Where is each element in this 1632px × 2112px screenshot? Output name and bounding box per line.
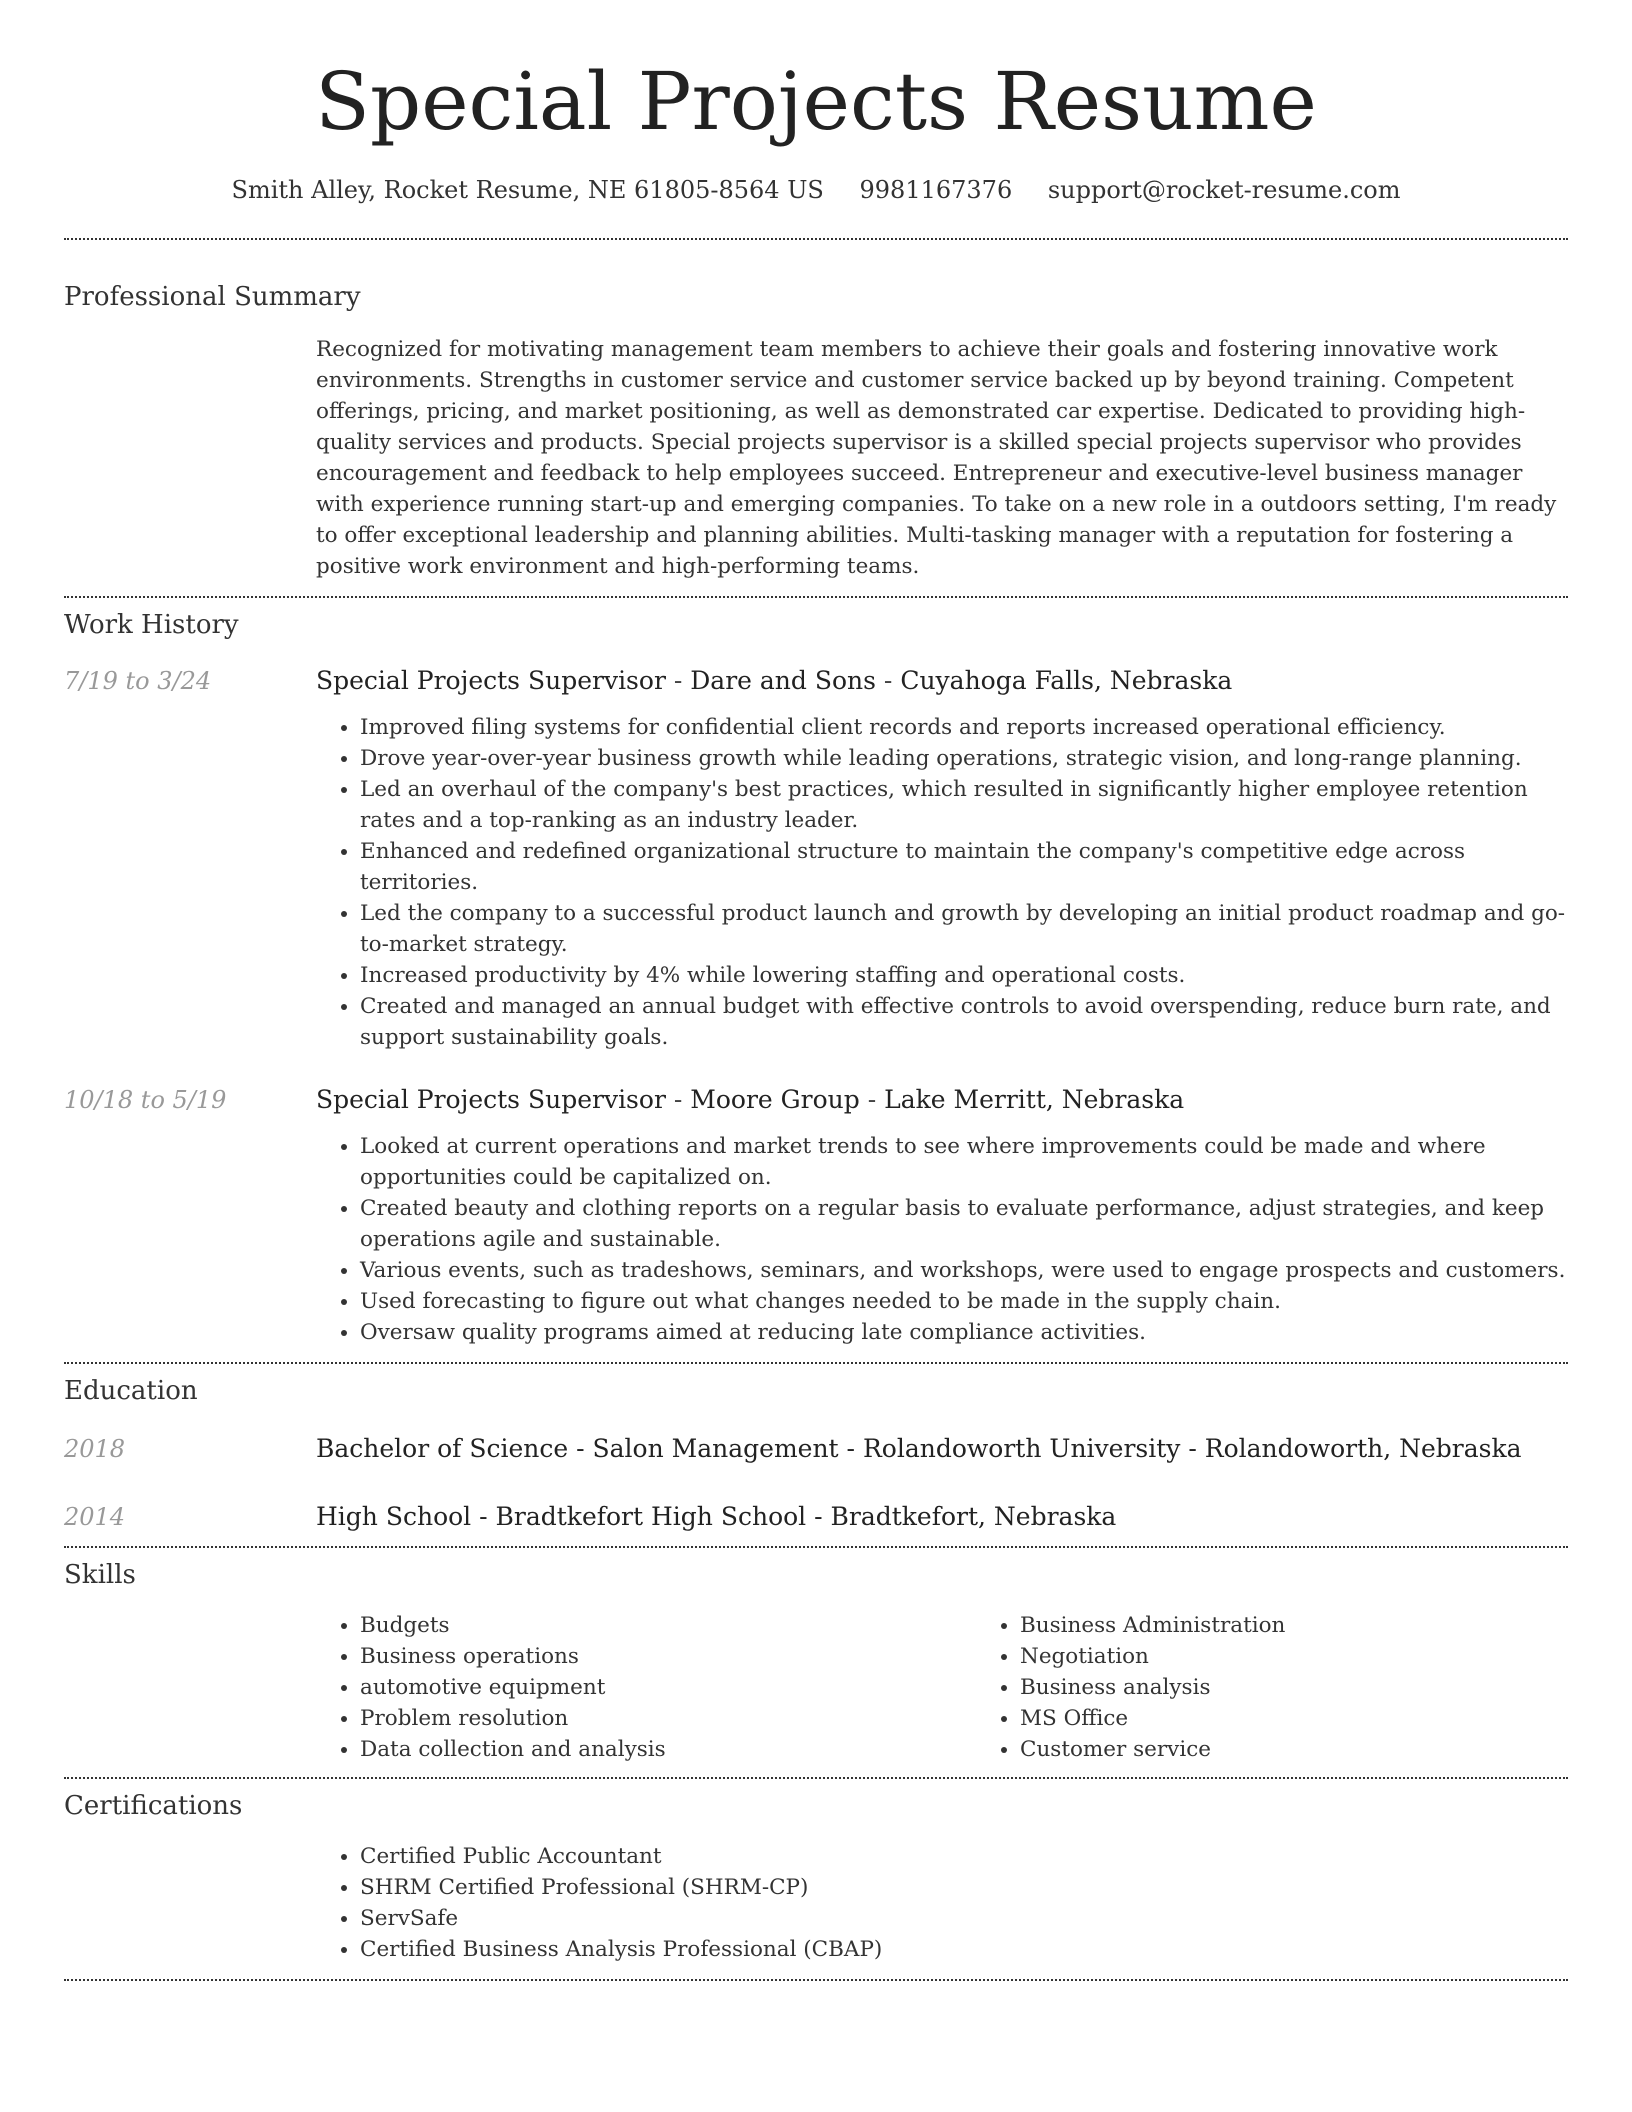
job-bullet: • Led the company to a successful product launch and growth by developing an initial product roadmap and go-to-market strategy. (360, 898, 1568, 960)
job-dates: 7/19 to 3/24 (64, 667, 212, 695)
job-bullet: • Increased productivity by 4% while lowering staffing and operational costs. (360, 960, 1568, 991)
job-location: Lake Merritt, Nebraska (884, 1085, 1185, 1114)
divider (64, 1979, 1568, 1981)
job-entry (64, 664, 1568, 1053)
skills-heading: Skills (64, 1560, 136, 1590)
resume-title: Special Projects Resume (315, 55, 1317, 148)
skill-item: • MS Office (1020, 1703, 1285, 1734)
certification-item: • Certified Business Analysis Professional (CBAP) (360, 1934, 1568, 1965)
education-entry (64, 1500, 1568, 1534)
work-history-section (64, 598, 1568, 1362)
skill-item: • Data collection and analysis (360, 1734, 976, 1765)
job-bullet: • Various events, such as tradeshows, seminars, and workshops, were used to engage prospects and customers. (360, 1255, 1568, 1286)
skill-item: • Business Administration (1020, 1610, 1285, 1641)
contact-address: Smith Alley, Rocket Resume, NE 61805-8564 US (231, 176, 824, 204)
job-bullet: • Led an overhaul of the company's best practices, which resulted in significantly higher employee retention rates and a top-ranking as an industry leader. (360, 774, 1568, 836)
certifications-heading: Certifications (64, 1791, 243, 1821)
skill-item: • automotive equipment (360, 1672, 976, 1703)
job-entry (64, 1083, 1568, 1348)
job-heading: Special Projects Supervisor - Moore Group - Lake Merritt, Nebraska (316, 1085, 1185, 1114)
certifications-list (316, 1841, 1568, 1965)
job-location: Cuyahoga Falls, Nebraska (900, 666, 1233, 695)
education-entry (64, 1432, 1568, 1466)
job-bullet: • Created and managed an annual budget with effective controls to avoid overspending, reduce burn rate, and support sustainability goals. (360, 991, 1568, 1053)
skill-item: • Customer service (1020, 1734, 1285, 1765)
skill-item: • Budgets (360, 1610, 976, 1641)
education-year: 2018 (64, 1435, 126, 1463)
job-bullet: • Improved filing systems for confidential client records and reports increased operational efficiency. (360, 712, 1568, 743)
skills-list-left (316, 1610, 976, 1765)
education-heading: Education (64, 1376, 198, 1406)
contact-email: support@rocket-resume.com (1047, 176, 1401, 204)
job-bullet: • Enhanced and redefined organizational structure to maintain the company's competitive edge across territories. (360, 836, 1568, 898)
certification-item: • ServSafe (360, 1903, 1568, 1934)
skill-item: • Negotiation (1020, 1641, 1285, 1672)
work-history-heading: Work History (64, 610, 239, 640)
education-year: 2014 (64, 1503, 126, 1531)
job-bullets (316, 712, 1568, 1053)
job-bullet: • Looked at current operations and market trends to see where improvements could be made and where opportunities could be capitalized on. (360, 1131, 1568, 1193)
job-company: Moore Group (690, 1085, 860, 1114)
job-bullet: • Created beauty and clothing reports on a regular basis to evaluate performance, adjust strategies, and keep operations agile and sustainable. (360, 1193, 1568, 1255)
summary-section (64, 240, 1568, 596)
skills-section (64, 1548, 1568, 1777)
education-section (64, 1364, 1568, 1546)
job-company: Dare and Sons (690, 666, 876, 695)
job-bullet: • Oversaw quality programs aimed at reducing late compliance activities. (360, 1317, 1568, 1348)
job-bullets (316, 1131, 1568, 1348)
skill-item: • Problem resolution (360, 1703, 976, 1734)
skill-item: • Business operations (360, 1641, 976, 1672)
job-bullet: • Used forecasting to figure out what changes needed to be made in the supply chain. (360, 1286, 1568, 1317)
education-detail: Bachelor of Science - Salon Management - Rolandoworth University - Rolandoworth, Nebraska (316, 1434, 1522, 1463)
certification-item: • SHRM Certified Professional (SHRM-CP) (360, 1872, 1568, 1903)
certification-item: • Certified Public Accountant (360, 1841, 1568, 1872)
job-title: Special Projects Supervisor (316, 1085, 666, 1114)
education-detail: High School - Bradtkefort High School - Bradtkefort, Nebraska (316, 1502, 1117, 1531)
contact-phone: 9981167376 (859, 176, 1013, 204)
summary-text: Recognized for motivating management team members to achieve their goals and fostering innovative work environments. Strengths in customer service and customer service backed up by beyond training. Competent offerings, pricing, and market positioning, as well as demonstrated car expertise. Dedicated to providing high-quality services and products. Special projects supervisor is a skilled special projects supervisor who provides encouragement and feedback to help employees succeed. Entrepreneur and executive-level business manager with experience running start-up and emerging companies. To take on a new role in a outdoors setting, I'm ready to offer exceptional leadership and planning abilities. Multi-tasking manager with a reputation for fostering a positive work environment and high-performing teams. (316, 337, 1557, 579)
certifications-section (64, 1779, 1568, 1979)
job-title: Special Projects Supervisor (316, 666, 666, 695)
skills-list-right (976, 1610, 1285, 1765)
job-heading: Special Projects Supervisor - Dare and Sons - Cuyahoga Falls, Nebraska (316, 666, 1233, 695)
job-dates: 10/18 to 5/19 (64, 1086, 227, 1114)
skill-item: • Business analysis (1020, 1672, 1285, 1703)
job-bullet: • Drove year-over-year business growth while leading operations, strategic vision, and long-range planning. (360, 743, 1568, 774)
summary-heading: Professional Summary (64, 282, 361, 312)
contact-line (64, 174, 1568, 206)
